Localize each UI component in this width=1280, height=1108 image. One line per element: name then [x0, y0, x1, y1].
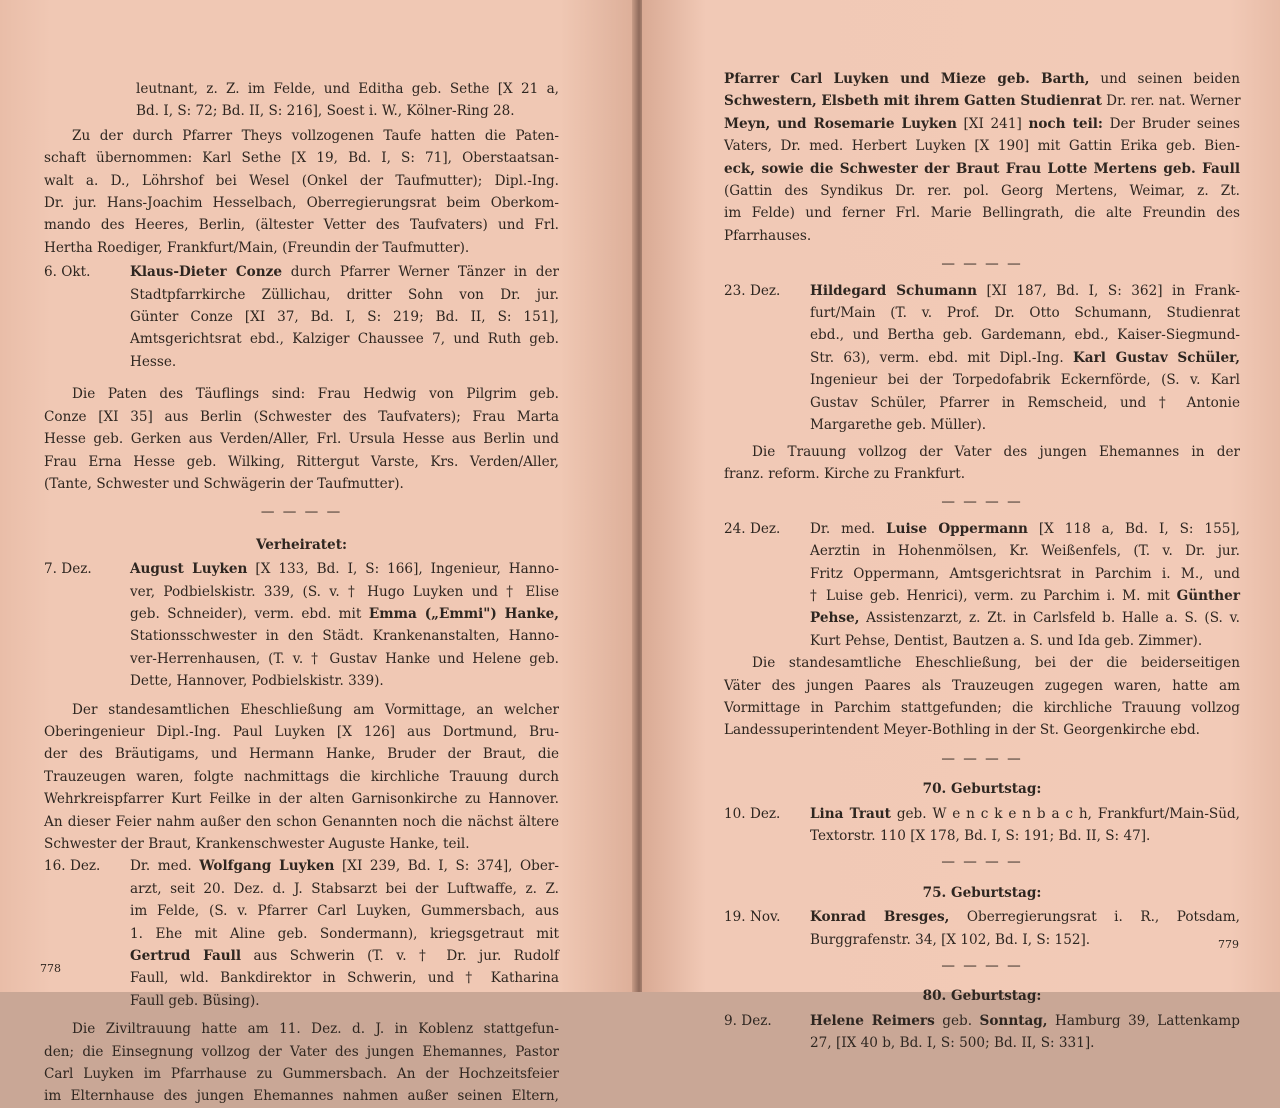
section-heading-80: 80. Geburtstag:: [922, 988, 1042, 1005]
text-span: Der Bruder seines: [1102, 115, 1240, 132]
text-line: Textorstr. 110 [X 178, Bd. I, S: 191; Bd. II, S: 47].: [810, 828, 1151, 844]
text-line: Bd. I, S: 72; Bd. II, S: 216], Soest i. W., Kölner-Ring 28.: [136, 103, 515, 120]
bold-text: Pfarrer Carl Luyken und Mieze geb. Barth,: [724, 71, 1090, 87]
text-line: Fritz Oppermann, Amtsgerichtsrat in Parchim i. M., und: [810, 565, 1240, 582]
text-span: durch Pfarrer Werner Tänzer in der: [281, 264, 559, 281]
text-line: Ingenieur bei der Torpedofabrik Eckernförde, (S. v. Karl: [810, 372, 1240, 389]
spouse-name: Günther: [1176, 587, 1240, 604]
spouse-name: Gertrud Faull: [130, 948, 242, 965]
bold-text: Schwestern, Elsbeth mit ihrem Gatten Studienrat: [724, 93, 1102, 110]
person-name: Sonntag,: [979, 1012, 1048, 1029]
text-line: ver-Herrenhausen, (T. v. † Gustav Hanke und Helene geb.: [130, 650, 559, 667]
entry-body: [810, 906, 1240, 951]
paragraph-godparents-1: [44, 125, 559, 259]
text-span: [XI 187, Bd. I, S: 362] in Frank-: [977, 282, 1241, 299]
text-line: im Elternhause des jungen Ehemannes nahmen außer seinen Eltern,: [44, 1088, 559, 1105]
text-line: leutnant, z. Z. im Felde, und Editha geb. Sethe [X 21 a,: [136, 81, 559, 97]
text-line: Zu der durch Pfarrer Theys vollzogenen Taufe hatten die Paten-: [72, 127, 559, 144]
entry-body: [810, 518, 1240, 652]
text-line: Vormittage in Parchim stattgefunden; die kirchliche Trauung vollzog: [724, 699, 1240, 716]
entry-date: 10. Dez.: [724, 805, 781, 822]
text-line: Burggrafenstr. 34, [X 102, Bd. I, S: 152].: [810, 931, 1091, 948]
text-line: (Gattin des Syndikus Dr. rer. pol. Georg Mertens, Weimar, z. Zt.: [724, 183, 1240, 200]
text-line: mando des Heeres, Berlin, (ältester Vetter des Taufvaters) und Frl.: [44, 217, 559, 234]
text-line: Schwester der Braut, Krankenschwester Auguste Hanke, teil.: [44, 836, 470, 852]
text-line: Dette, Hannover, Podbielskistr. 339).: [130, 673, 384, 690]
text-span: † Luise geb. Henrici), verm. zu Parchim i. M. mit: [810, 587, 1170, 604]
left-top-block: [44, 78, 559, 123]
text-line: ver, Podbielskistr. 339, (S. v. † Hugo Luyken und † Elise: [130, 583, 559, 600]
section-divider: — — — —: [941, 854, 1023, 871]
text-span: Hamburg 39, Lattenkamp: [1047, 1012, 1240, 1029]
text-line: den; die Einsegnung vollzog der Vater des jungen Ehemannes, Pastor: [44, 1043, 559, 1060]
section-heading-married: Verheiratet:: [255, 536, 347, 553]
person-name: Klaus-Dieter Conze: [130, 264, 282, 281]
text-line: Pfarrhauses.: [724, 227, 812, 244]
section-divider: — — — —: [260, 504, 343, 521]
entry-date: 19. Nov.: [724, 909, 781, 926]
entry-klaus-dieter-conze: [44, 261, 559, 373]
text-span: Str. 63), verm. ebd. mit Dipl.-Ing.: [810, 349, 1064, 366]
text-line: Margarethe geb. Müller).: [810, 417, 987, 434]
paragraph-wedding-1: [44, 699, 559, 856]
text-line: An dieser Feier nahm außer den schon Genannten noch die nächst ältere: [44, 813, 559, 830]
paragraph-wedding-2: [44, 1018, 559, 1108]
bold-text: Meyn, und Rosemarie Luyken: [724, 115, 957, 132]
section-divider: — — — —: [941, 750, 1023, 767]
bold-text: noch teil:: [1028, 115, 1103, 132]
text-line: Carl Luyken im Pfarrhause zu Gummersbach. An der Hochzeitsfeier: [44, 1066, 559, 1083]
page-number: 779: [1218, 938, 1239, 951]
text-line: Hesse geb. Gerken aus Verden/Aller, Frl. Ursula Hesse aus Berlin und: [44, 431, 559, 448]
text-span: Assistenzarzt, z. Zt. in Carlsfeld b. Halle a. S. (S. v.: [859, 610, 1240, 627]
spouse-name: Karl Gustav Schüler,: [1072, 349, 1241, 366]
text-line: Der standesamtlichen Eheschließung am Vormittage, an welcher: [72, 701, 559, 718]
entry-date: 9. Dez.: [724, 1012, 772, 1029]
text-line: Faull, wld. Bankdirektor in Schwerin, und † Katharina: [130, 970, 559, 987]
text-span: [XI 239, Bd. I, S: 374], Ober-: [334, 858, 559, 875]
text-line: Oberingenieur Dipl.-Ing. Paul Luyken [X 126] aus Dortmund, Bru-: [44, 723, 559, 740]
text-span: [X 118 a, Bd. I, S: 155],: [1027, 520, 1240, 537]
text-line: Vaters, Dr. med. Herbert Luyken [X 190] mit Gattin Erika geb. Bien-: [724, 138, 1240, 155]
right-column: [724, 68, 1240, 1055]
text-span: Oberregierungsrat i. R., Potsdam,: [949, 909, 1240, 926]
text-line: walt a. D., Löhrshof bei Wesel (Onkel der Taufmutter); Dipl.-Ing.: [44, 172, 559, 189]
text-line: Die Ziviltrauung hatte am 11. Dez. d. J. in Koblenz stattgefun-: [72, 1021, 559, 1038]
text-line: Günter Conze [XI 37, Bd. I, S: 219; Bd. II, S: 151],: [130, 309, 559, 326]
text-line: Gustav Schüler, Pfarrer in Remscheid, und † Antonie: [810, 394, 1240, 411]
page-number: 778: [40, 962, 61, 975]
entry-body: [810, 803, 1240, 848]
spouse-name: Emma („Emmi") Hanke,: [368, 605, 560, 622]
entry-body: [130, 261, 559, 373]
bold-text: eck, sowie die Schwester der Braut Frau Lotte Mertens geb. Faull: [724, 160, 1240, 177]
person-name: Luise Oppermann: [886, 520, 1028, 537]
right-page: [642, 0, 1280, 1052]
entry-lina-traut: [724, 803, 1240, 848]
person-name: Lina Traut: [810, 805, 891, 822]
text-line: Aerztin in Hohenmölsen, Kr. Weißenfels, (T. v. Dr. jur.: [810, 543, 1240, 560]
text-line: Kurt Pehse, Dentist, Bautzen a. S. und Ida geb. Zimmer).: [810, 632, 1203, 649]
text-line: Die Paten des Täuflings sind: Frau Hedwig von Pilgrim geb.: [72, 386, 559, 403]
text-line: Die standesamtliche Eheschließung, bei der die beiderseitigen: [752, 655, 1240, 672]
text-span: Dr. rer. nat. Werner: [1101, 93, 1241, 110]
text-line: Väter des jungen Paares als Trauzeugen zugegen waren, hatte am: [724, 677, 1240, 694]
person-name: Wolfgang Luyken: [199, 858, 335, 875]
entry-hildegard-schumann: [724, 280, 1240, 437]
entry-date: 16. Dez.: [44, 858, 101, 875]
text-line: schaft übernommen: Karl Sethe [X 19, Bd. I, S: 71], Oberstaatsan-: [44, 150, 559, 167]
text-line: Hesse.: [130, 353, 177, 370]
text-line: Wehrkreispfarrer Kurt Feilke in der alten Garnisonkirche zu Hannover.: [44, 791, 559, 808]
section-divider: — — — —: [941, 256, 1023, 273]
entry-date: 23. Dez.: [724, 282, 781, 299]
text-line: franz. reform. Kirche zu Frankfurt.: [724, 465, 966, 482]
entry-date: 7. Dez.: [44, 561, 92, 578]
section-divider: — — — —: [941, 494, 1023, 511]
text-line: der des Bräutigams, und Hermann Hanke, Bruder der Braut, die: [44, 746, 559, 763]
text-span: geb. W e n c k e n b a c h, Frankfurt/Main-Süd,: [890, 805, 1240, 822]
text-span: Dr. med.: [130, 858, 200, 875]
text-line: Frau Erna Hesse geb. Wilking, Rittergut Varste, Krs. Verden/Aller,: [44, 453, 559, 470]
section-heading-70: 70. Geburtstag:: [922, 781, 1042, 798]
left-column: [44, 78, 559, 1108]
text-span: aus Schwerin (T. v. † Dr. jur. Rudolf: [241, 948, 559, 965]
entry-date: 6. Okt.: [44, 264, 91, 281]
entry-luise-oppermann: [724, 518, 1240, 652]
entry-body: [130, 855, 559, 1012]
text-line: arzt, seit 20. Dez. d. J. Stabsarzt bei der Luftwaffe, z. Z.: [130, 880, 559, 897]
entry-body: [810, 1010, 1240, 1055]
person-name: Konrad Bresges,: [810, 909, 950, 926]
text-line: Stadtpfarrkirche Züllichau, dritter Sohn von Dr. jur.: [130, 286, 559, 303]
text-line: Hertha Roediger, Frankfurt/Main, (Freundin der Taufmutter).: [44, 239, 470, 256]
person-name: August Luyken: [130, 561, 248, 578]
entry-helene-reimers: [724, 1010, 1240, 1055]
text-line: Landessuperintendent Meyer-Bothling in der St. Georgenkirche ebd.: [724, 722, 1200, 739]
text-span: geb.: [934, 1012, 980, 1029]
section-divider: — — — —: [941, 958, 1023, 975]
section-heading-75: 75. Geburtstag:: [922, 884, 1042, 901]
text-line: im Felde, (S. v. Pfarrer Carl Luyken, Gummersbach, aus: [130, 903, 559, 920]
text-line: Amtsgerichtsrat ebd., Kalziger Chaussee 7, und Ruth geb.: [130, 331, 559, 348]
right-top-block: [724, 68, 1240, 247]
text-span: [XI 241]: [956, 115, 1029, 132]
text-span: und seinen beiden: [1089, 71, 1240, 87]
paragraph-standesamt: [724, 652, 1240, 742]
text-line: im Felde) und ferner Frl. Marie Bellingrath, die alte Freundin des: [724, 205, 1240, 222]
entry-body: [130, 558, 559, 692]
paragraph-godparents-2: [44, 383, 559, 495]
text-line: Dr. jur. Hans-Joachim Hesselbach, Oberregierungsrat beim Oberkom-: [44, 195, 559, 212]
text-span: geb. Schneider), verm. ebd. mit: [130, 605, 362, 622]
text-line: Trauzeugen waren, folgte nachmittags die kirchliche Trauung durch: [44, 768, 559, 785]
person-name: Helene Reimers: [810, 1012, 935, 1029]
text-line: Die Trauung vollzog der Vater des jungen Ehemannes in der: [752, 443, 1240, 460]
text-span: [X 133, Bd. I, S: 166], Ingenieur, Hanno-: [247, 561, 559, 578]
entry-date: 24. Dez.: [724, 520, 781, 537]
entry-body: [810, 280, 1240, 437]
text-line: Conze [XI 35] aus Berlin (Schwester des Taufvaters); Frau Marta: [44, 408, 559, 425]
text-line: 1. Ehe mit Aline geb. Sondermann), kriegsgetraut mit: [130, 925, 559, 942]
paragraph-trauung: [724, 441, 1240, 486]
left-page: [0, 0, 636, 1105]
entry-wolfgang-luyken: [44, 855, 559, 1012]
entry-august-luyken: [44, 558, 559, 692]
text-line: furt/Main (T. v. Prof. Dr. Otto Schumann, Studienrat: [810, 305, 1240, 322]
text-line: 27, [IX 40 b, Bd. I, S: 500; Bd. II, S: 331].: [810, 1035, 1095, 1052]
person-name: Hildegard Schumann: [810, 282, 978, 299]
text-line: (Tante, Schwester und Schwägerin der Taufmutter).: [44, 475, 404, 492]
text-line: ebd., und Bertha geb. Gardemann, ebd., Kaiser-Siegmund-: [810, 327, 1240, 344]
entry-konrad-bresges: [724, 906, 1240, 951]
spouse-name: Pehse,: [810, 610, 860, 627]
text-line: Stationsschwester in den Städt. Krankenanstalten, Hanno-: [130, 628, 559, 645]
text-line: Faull geb. Büsing).: [130, 992, 260, 1009]
text-span: Dr. med.: [810, 520, 887, 537]
